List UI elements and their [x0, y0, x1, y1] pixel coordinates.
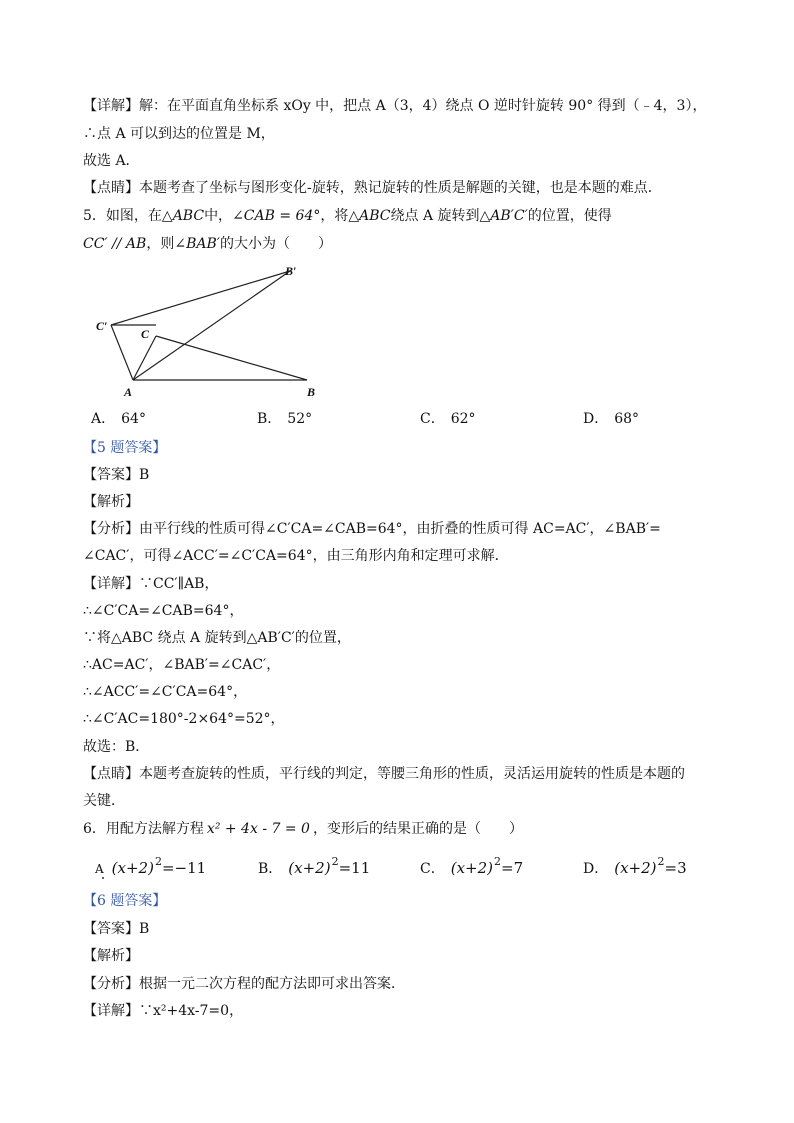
label-c: C — [141, 327, 150, 341]
option-letter: D． — [583, 861, 609, 877]
q5-option-d — [583, 410, 639, 428]
q6-text: 6．用配方法解方程 — [83, 821, 204, 837]
prev-conclusion-line: ∴点 A 可以到达的位置是 M， — [83, 126, 275, 142]
option-rhs: =7 — [501, 859, 524, 877]
label-b-prime: B′ — [285, 264, 297, 278]
q5-text: 的大小为（ ） — [219, 236, 332, 252]
option-text: 52° — [287, 411, 313, 427]
q5-text: ，将 — [320, 208, 349, 224]
option-base: (x+2) — [111, 859, 154, 877]
option-exp: 2 — [494, 855, 501, 868]
q6-answer: 【答案】B — [83, 921, 150, 937]
option-text: 68° — [614, 411, 640, 427]
q6-stem — [83, 820, 523, 838]
q5-option-b — [257, 410, 312, 428]
segment-ac-prime — [111, 325, 133, 380]
q6-option-a — [95, 853, 206, 878]
q5-text: 5．如图，在 — [83, 208, 162, 224]
q5-detail-line7: 故选：B． — [83, 739, 150, 755]
q5-math: △AB′C′ — [479, 208, 528, 224]
q5-detail-line2: ∴∠C′CA=∠CAB=64°， — [83, 603, 244, 619]
q6-text: ，变形后的结果正确的是（ ） — [312, 821, 523, 837]
option-math — [614, 855, 687, 877]
option-base: (x+2) — [288, 859, 331, 877]
q5-detail-line6: ∴∠C′AC=180°-2×64°=52°， — [83, 711, 285, 727]
q5-stem-line1 — [83, 207, 612, 225]
option-exp: 2 — [657, 855, 665, 868]
option-base: (x+2) — [450, 859, 493, 877]
option-letter: C． — [420, 861, 445, 877]
segment-c-prime-b-prime — [111, 271, 290, 325]
q6-detail-line1: 【详解】∵x²+4x-7=0， — [83, 1003, 244, 1019]
option-letter: C． — [420, 411, 445, 427]
label-c-prime: C′ — [96, 319, 108, 333]
q5-answer: 【答案】B — [83, 467, 150, 483]
q5-option-c — [420, 410, 476, 428]
option-math — [288, 855, 371, 877]
q5-comment-line1: 【点睛】本题考查旋转的性质，平行线的判定，等腰三角形的性质，灵活运用旋转的性质是本题的 — [83, 766, 685, 782]
q6-equation: x² + 4x - 7 = 0 — [206, 821, 310, 837]
option-letter: A — [95, 862, 104, 876]
q6-option-b — [258, 853, 370, 878]
option-text: 62° — [450, 411, 476, 427]
label-b: B — [307, 385, 316, 399]
q6-analysis-line: 【分析】根据一元二次方程的配方法即可求出答案． — [83, 976, 405, 992]
segment-ac — [133, 336, 156, 380]
q6-option-d — [583, 853, 687, 878]
q5-detail-line1: 【详解】∵CC′∥AB， — [83, 576, 219, 592]
option-rhs: =3 — [664, 859, 687, 877]
option-letter: B． — [257, 411, 282, 427]
q5-text: ，则 — [146, 236, 175, 252]
q6-analysis-title: 【解析】 — [83, 948, 139, 964]
q5-detail-line3: ∵将△ABC 绕点 A 旋转到△AB′C′的位置， — [83, 630, 351, 646]
q5-answer-header: 【5 题答案】 — [83, 440, 167, 456]
option-rhs: =−11 — [161, 859, 207, 877]
q5-analysis-line1: 【分析】由平行线的性质可得∠C′CA=∠CAB=64°，由折叠的性质可得 AC=AC′，∠BAB′= — [83, 521, 661, 537]
label-a: A — [124, 385, 133, 399]
option-letter: A． — [91, 411, 116, 427]
q5-math: ∠BAB′ — [174, 236, 220, 252]
option-exp: 2 — [331, 855, 339, 868]
q5-math: △ABC — [161, 208, 205, 224]
option-letter: B． — [258, 861, 283, 877]
q5-math: △ABC — [348, 208, 391, 224]
option-exp: 2 — [154, 855, 162, 868]
stray-dot — [102, 877, 104, 879]
prev-comment-line: 【点睛】本题考查了坐标与图形变化-旋转，熟记旋转的性质是解题的关键，也是本题的难点． — [83, 180, 662, 196]
q6-option-c — [420, 853, 523, 878]
q5-text: 的位置，使得 — [527, 208, 612, 224]
rotation-figure — [85, 258, 335, 403]
q5-text: 绕点 A 旋转到 — [390, 208, 480, 224]
q5-math: ∠CAB = 64° — [232, 208, 321, 224]
q5-option-a — [91, 410, 146, 428]
q5-detail-line4: ∴AC=AC′，∠BAB′=∠CAC′， — [83, 657, 281, 673]
segment-cb — [156, 336, 307, 380]
option-base: (x+2) — [614, 859, 657, 877]
prev-detail-line: 【详解】解：在平面直角坐标系 xOy 中，把点 A（3，4）绕点 O 逆时针旋转 90° 得到（﹣4，3）， — [83, 98, 707, 114]
q5-math: CC′ // AB — [83, 236, 147, 252]
q5-detail-line5: ∴∠ACC′=∠C′CA=64°， — [83, 684, 248, 700]
option-letter: D． — [583, 411, 609, 427]
q5-comment-line2: 关键． — [83, 793, 125, 809]
q5-text: 中， — [204, 208, 233, 224]
q5-analysis-title: 【解析】 — [83, 494, 139, 510]
option-text: 64° — [121, 411, 146, 427]
q5-analysis-line2: ∠CAC′，可得∠ACC′=∠C′CA=64°，由三角形内角和定理可求解． — [83, 548, 509, 564]
q6-answer-header: 【6 题答案】 — [83, 893, 167, 909]
q5-stem-line2 — [83, 235, 332, 253]
option-math — [111, 855, 207, 877]
option-math — [450, 855, 524, 877]
segment-ab-prime — [133, 271, 290, 380]
option-rhs: =11 — [338, 859, 371, 877]
prev-choice-line: 故选 A． — [83, 153, 140, 169]
